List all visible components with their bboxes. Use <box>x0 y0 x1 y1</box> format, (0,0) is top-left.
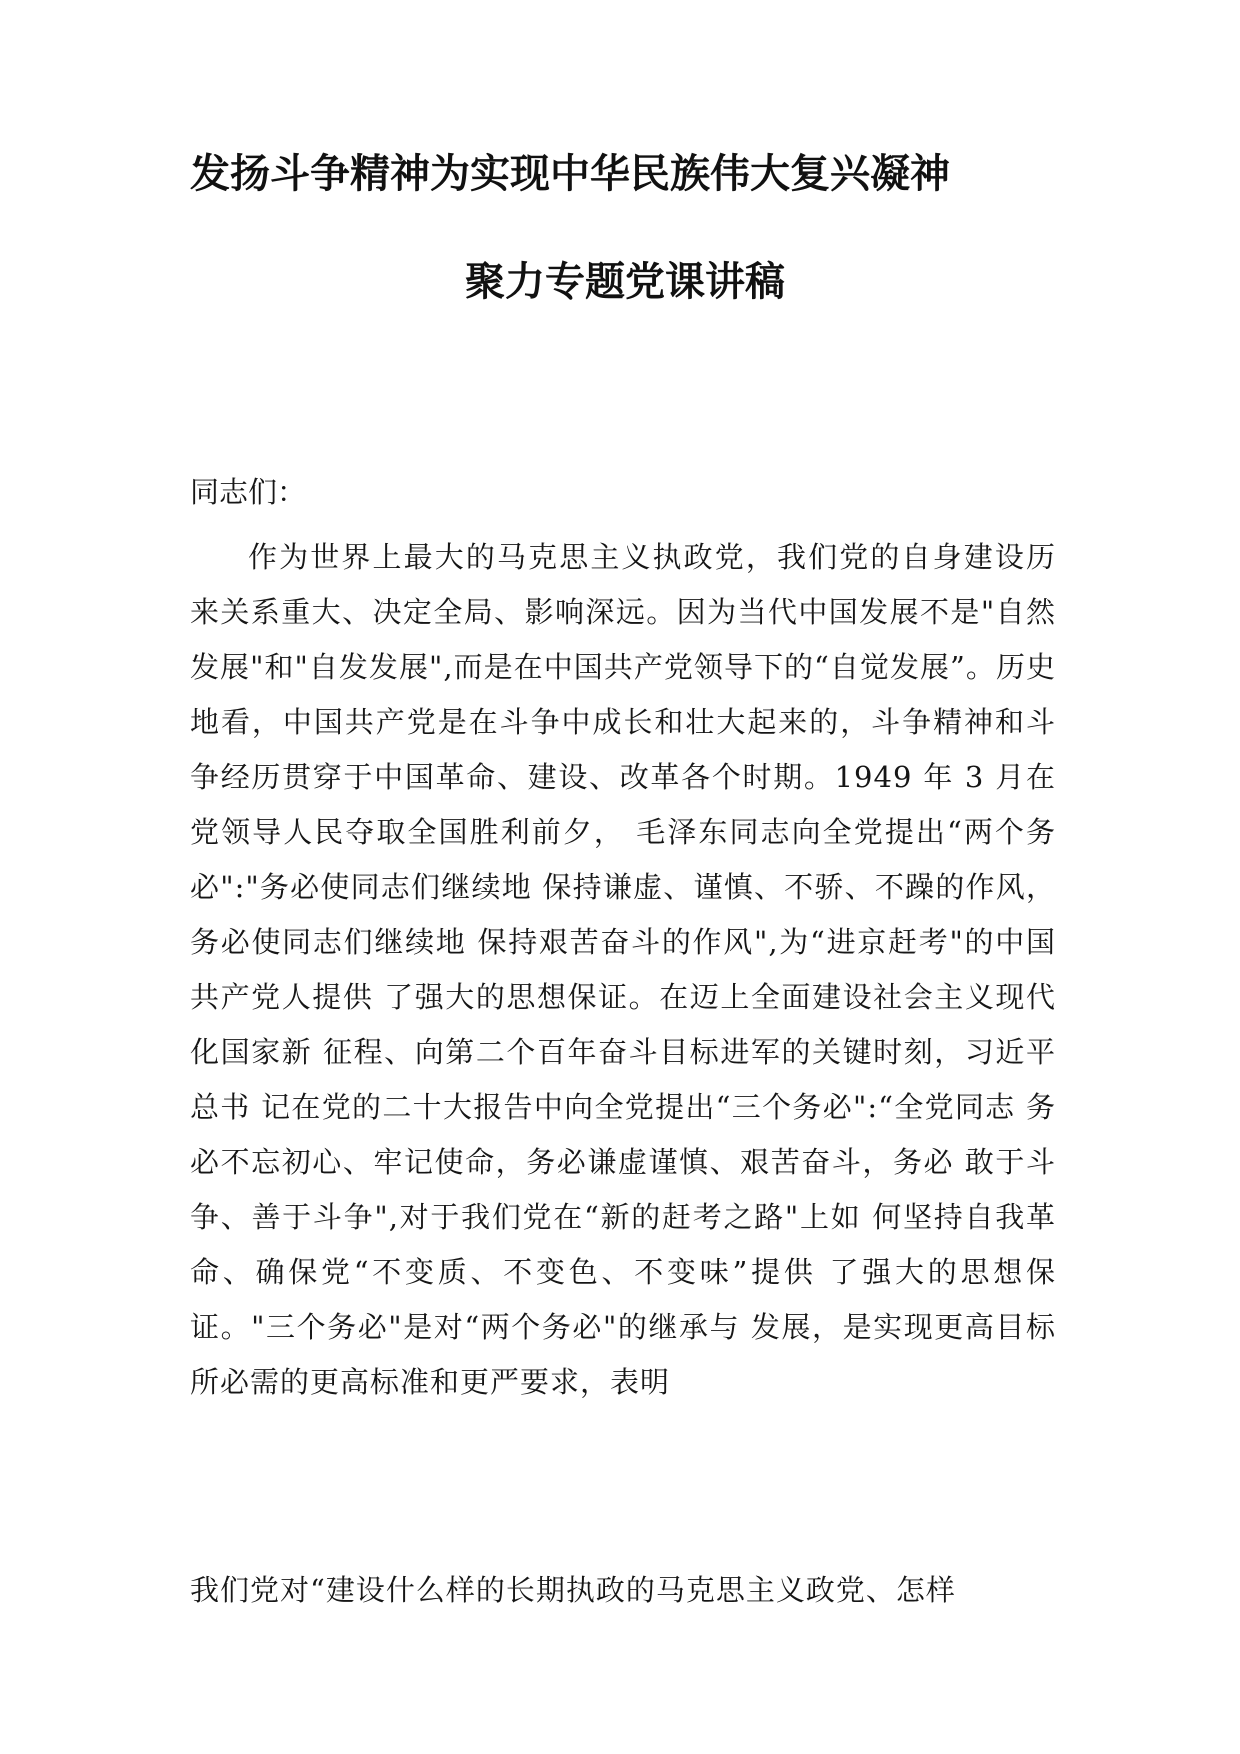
document-title-line-1: 发扬斗争精神为实现中华民族伟大复兴凝神 <box>190 151 950 197</box>
body-paragraph-2: 我们党对“建设什么样的长期执政的马克思主义政党、怎样 <box>190 1573 956 1607</box>
body-paragraph-1: 作为世界上最大的马克思主义执政党，我们党的自身建设历来关系重大、决定全局、影响深远。因为当代中国发展不是"自然发展"和"自发发展",而是在中国共产党领导下的“自觉发展”。历史地看，中国共产党是在斗争中成长和壮大起来的，斗争精神和斗争经历贯穿于中国革命、建设、改革各个时期。1949 年 3 月在党领导人民夺取全国胜利前夕， 毛泽东同志向全党提出“两个务必":"务必使同志们继续地 保持谦虚、谨慎、不骄、不躁的作风，务必使同志们继续地 保持艰苦奋斗的作风",为“进京赶考"的中国共产党人提供 了强大的思想保证。在迈上全面建设社会主义现代化国家新 征程、向第二个百年奋斗目标进军的关键时刻，习近平总书 记在党的二十大报告中向全党提出“三个务必":“全党同志 务必不忘初心、牢记使命，务必谦虚谨慎、艰苦奋斗，务必 敢于斗争、善于斗争",对于我们党在“新的赶考之路"上如 何坚持自我革命、确保党“不变质、不变色、不变味”提供 了强大的思想保证。"三个务必"是对“两个务必"的继承与 发展，是实现更高目标所必需的更高标准和更严要求，表明 <box>190 540 1056 1399</box>
salutation: 同志们： <box>190 475 307 509</box>
document-title-line-2: 聚力专题党课讲稿 <box>465 259 785 305</box>
